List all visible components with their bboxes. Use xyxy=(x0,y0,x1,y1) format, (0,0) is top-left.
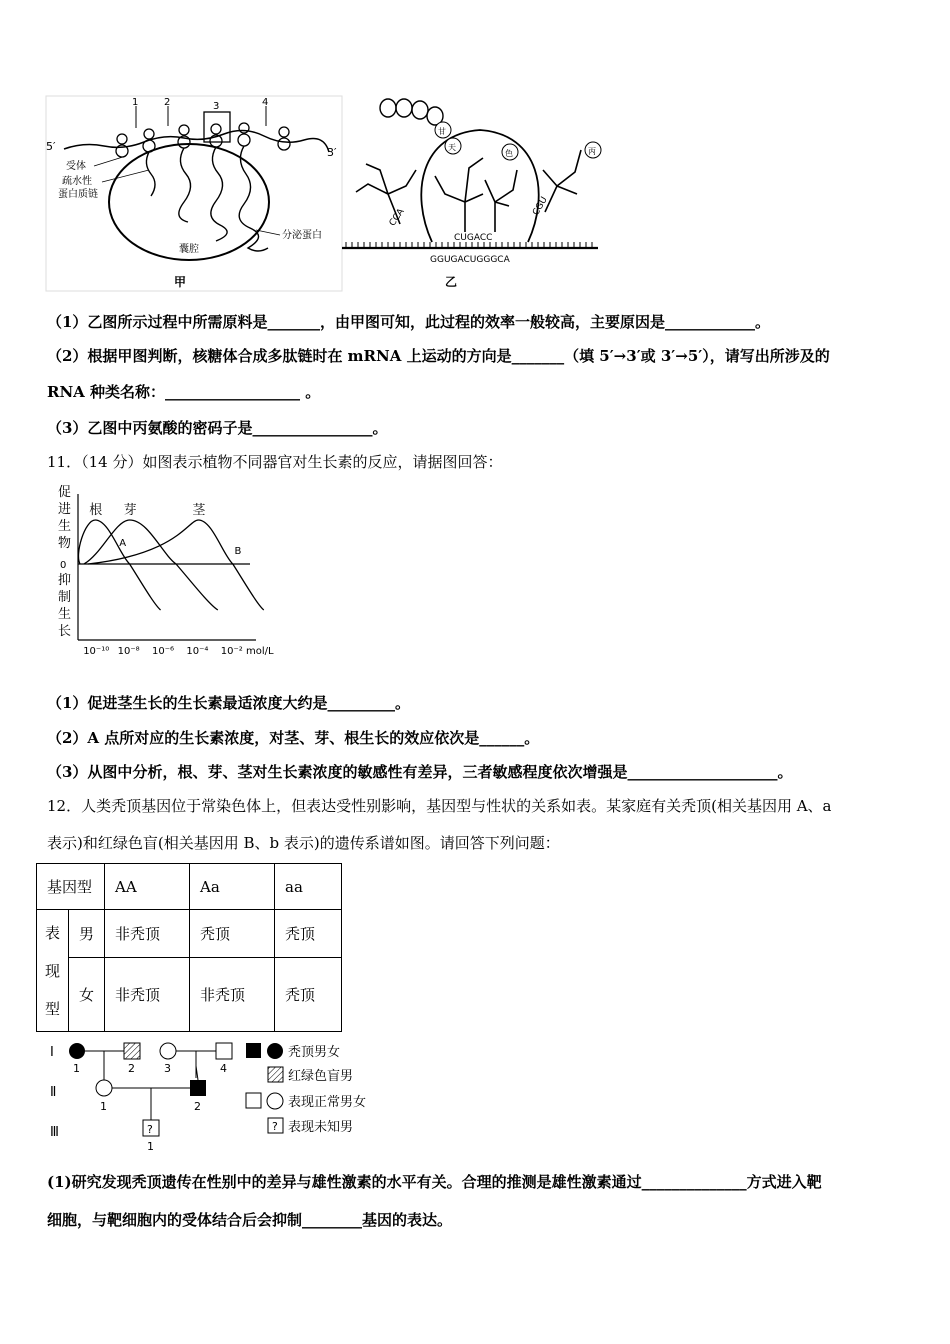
anticodon-middle: CUGACC xyxy=(454,233,493,243)
II-2-bald-male xyxy=(190,1080,206,1096)
trna-right xyxy=(543,150,581,212)
II-1-normal-female xyxy=(96,1080,112,1096)
legend-normal-text: 表现正常男女 xyxy=(288,1095,367,1110)
label-lumen: 囊腔 xyxy=(179,244,199,255)
x-tick-label: 10⁻² xyxy=(220,646,243,657)
svg-text:4: 4 xyxy=(220,1062,227,1075)
table-cell: 非秃顶 xyxy=(105,910,190,958)
figure-yi xyxy=(340,94,605,294)
point-label-A: A xyxy=(119,538,127,549)
number-2: 2 xyxy=(164,97,171,108)
legend-unknown-text: 表现未知男 xyxy=(288,1120,354,1135)
q10-part2a: （2）根据甲图判断，核糖体合成多肽链时在 mRNA 上运动的方向是_______（填 5′→3′或 3′→5′），请写出所涉及的 xyxy=(47,347,830,365)
y-label-inhibit-char: 抑 xyxy=(58,573,72,588)
y-label-promote-char: 进 xyxy=(58,502,72,517)
y-label-promote-char: 物 xyxy=(58,536,72,551)
amino-se: 色 xyxy=(505,149,513,158)
series-label: 芽 xyxy=(123,503,137,518)
label-receptor: 受体 xyxy=(66,161,86,172)
y-label-zero: 0 xyxy=(60,560,67,571)
peptide-chains xyxy=(146,146,268,251)
svg-text:?: ? xyxy=(272,1120,278,1133)
legend-bald-male xyxy=(246,1043,261,1058)
auxin-chart xyxy=(50,482,290,662)
q10-part2b: RNA 种类名称：__________________ 。 xyxy=(47,383,321,401)
x-axis-label: mol/L xyxy=(246,646,274,657)
number-4: 4 xyxy=(262,97,269,108)
table-header-AA: AA xyxy=(105,864,190,910)
gen-II: Ⅱ xyxy=(50,1085,57,1100)
svg-text:?: ? xyxy=(147,1123,153,1136)
caption-jia: 甲 xyxy=(174,275,187,289)
legend-normal-male xyxy=(246,1093,261,1108)
genotype-table xyxy=(36,863,342,1032)
q11-title: 11．（14 分）如图表示植物不同器官对生长素的反应，请据图回答： xyxy=(47,453,503,471)
I-4-normal-male xyxy=(216,1043,232,1059)
pedigree-chart xyxy=(44,1038,394,1156)
table-header-Aa: Aa xyxy=(190,864,275,910)
table-sex-male: 男 xyxy=(69,910,105,958)
number-arrows xyxy=(136,106,266,128)
table-cell: 秃顶 xyxy=(275,958,342,1032)
q11-part1: （1）促进茎生长的生长素最适浓度大约是_________。 xyxy=(47,694,410,712)
peptide-beads xyxy=(380,99,443,125)
caption-yi: 乙 xyxy=(445,275,458,289)
label-hydrophobic-1: 疏水性 xyxy=(62,176,92,187)
q10-part3: （3）乙图中丙氨酸的密码子是________________。 xyxy=(47,419,388,437)
amino-bing: 丙 xyxy=(588,147,596,156)
gen-I: Ⅰ xyxy=(50,1045,54,1060)
x-tick-label: 10⁻⁴ xyxy=(186,646,209,657)
table-header-aa: aa xyxy=(275,864,342,910)
trna-middle-1 xyxy=(435,158,483,232)
table-sex-female: 女 xyxy=(69,958,105,1032)
svg-text:2: 2 xyxy=(194,1100,201,1113)
I-1-bald-female xyxy=(69,1043,85,1059)
table-cell: 非秃顶 xyxy=(190,958,275,1032)
svg-text:3: 3 xyxy=(164,1062,171,1075)
y-label-promote-char: 促 xyxy=(58,485,72,500)
curve-根 xyxy=(78,520,160,610)
label-secreted: 分泌蛋白 xyxy=(282,230,322,241)
svg-text:2: 2 xyxy=(128,1062,135,1075)
table-cell: 非秃顶 xyxy=(105,958,190,1032)
q12-intro2: 表示)和红绿色盲(相关基因用 B、b 表示)的遗传系谱如图。请回答下列问题： xyxy=(47,834,560,852)
trna-middle-2 xyxy=(485,170,517,232)
series-label: 根 xyxy=(89,503,103,518)
table-phenotype-label: 表 现 型 xyxy=(37,910,69,1032)
anticodon-right: CGU xyxy=(531,195,550,218)
amino-acids xyxy=(435,122,601,160)
q11-part2: （2）A 点所对应的生长素浓度，对茎、芽、根生长的效应依次是______。 xyxy=(47,729,540,747)
mrna-sequence: GGUGACUGGGCA xyxy=(430,255,510,265)
ribosomes xyxy=(116,123,290,157)
trna-left xyxy=(356,164,416,224)
figure-jia xyxy=(44,94,344,294)
gen-III: Ⅲ xyxy=(50,1125,59,1140)
y-label-inhibit-char: 制 xyxy=(58,590,72,605)
svg-text:1: 1 xyxy=(100,1100,107,1113)
I-2-colorblind-male xyxy=(124,1043,140,1059)
legend-bald-female xyxy=(267,1043,283,1059)
legend-bald-text: 秃顶男女 xyxy=(288,1045,341,1060)
q11-part3: （3）从图中分析，根、芽、茎对生长素浓度的敏感性有差异，三者敏感程度依次增强是____________________。 xyxy=(47,763,793,781)
ribosome-dome xyxy=(421,130,538,242)
q10-part1: （1）乙图所示过程中所需原料是_______，由甲图可知，此过程的效率一般较高，主要原因是____________。 xyxy=(47,313,770,331)
box-3 xyxy=(204,112,230,142)
curve-茎 xyxy=(88,520,264,610)
table-cell: 秃顶 xyxy=(275,910,342,958)
y-label-inhibit-char: 生 xyxy=(58,607,72,622)
q12-intro1: 12．人类秃顶基因位于常染色体上，但表达受性别影响，基因型与性状的关系如表。某家庭有关秃顶(相关基因用 A、a xyxy=(47,797,832,815)
amino-tian: 天 xyxy=(448,143,456,152)
three-prime-label: 3′ xyxy=(327,146,337,159)
legend-normal-female xyxy=(267,1093,283,1109)
label-hydrophobic-2: 蛋白质链 xyxy=(58,189,98,200)
series-label: 茎 xyxy=(192,503,206,518)
q12-part1b: 细胞，与靶细胞内的受体结合后会抑制________基因的表达。 xyxy=(47,1211,453,1229)
y-label-inhibit-char: 长 xyxy=(58,624,72,639)
five-prime-label: 5′ xyxy=(46,140,56,153)
table-header-genotype: 基因型 xyxy=(37,864,105,910)
x-tick-label: 10⁻¹⁰ xyxy=(83,646,110,657)
legend-colorblind-text: 红绿色盲男 xyxy=(288,1069,354,1084)
x-tick-label: 10⁻⁶ xyxy=(152,646,175,657)
point-label-B: B xyxy=(234,546,242,557)
I-3-normal-female xyxy=(160,1043,176,1059)
anticodon-left: CCA xyxy=(387,207,407,229)
table-cell: 秃顶 xyxy=(190,910,275,958)
x-tick-label: 10⁻⁸ xyxy=(117,646,140,657)
number-1: 1 xyxy=(132,97,139,108)
legend-colorblind-male xyxy=(268,1067,283,1082)
svg-text:1: 1 xyxy=(147,1140,154,1153)
y-label-promote-char: 生 xyxy=(58,519,72,534)
number-3: 3 xyxy=(213,101,220,112)
amino-gan: 甘 xyxy=(438,127,446,136)
svg-text:1: 1 xyxy=(73,1062,80,1075)
q12-part1a: (1)研究发现秃顶遗传在性别中的差异与雄性激素的水平有关。合理的推测是雄性激素通过______________方式进入靶 xyxy=(47,1173,822,1191)
